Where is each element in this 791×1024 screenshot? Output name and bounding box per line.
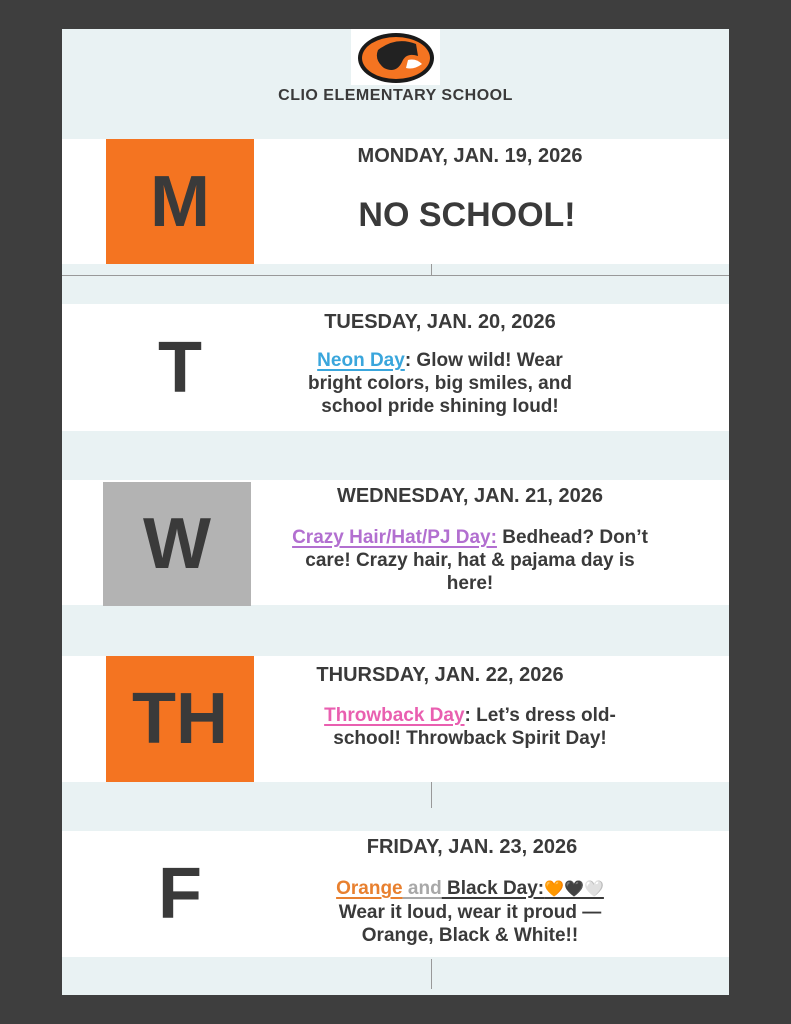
divider: [431, 264, 432, 276]
school-name: CLIO ELEMENTARY SCHOOL: [278, 87, 513, 104]
hearts-icon: 🧡🖤🤍: [544, 881, 604, 898]
monday-letter-box: M: [106, 139, 254, 264]
friday-letter: F: [158, 854, 202, 934]
wednesday-letter-box: W: [103, 482, 251, 606]
wednesday-description: Crazy Hair/Hat/PJ Day: Bedhead? Don’t care! Crazy hair, hat & pajama day is here!: [292, 527, 648, 594]
divider: [431, 959, 432, 989]
orange-day-link[interactable]: Orange: [336, 878, 403, 899]
throwback-day-link[interactable]: Throwback Day: [324, 705, 465, 726]
flyer-page: [62, 29, 729, 995]
tuesday-description: Neon Day: Glow wild! Wear bright colors, big smiles, and school pride shining loud!: [308, 350, 572, 417]
monday-headline: NO SCHOOL!: [358, 196, 576, 234]
tuesday-date: TUESDAY, JAN. 20, 2026: [324, 311, 556, 333]
monday-date: MONDAY, JAN. 19, 2026: [357, 145, 583, 167]
crazy-hair-day-link[interactable]: Crazy Hair/Hat/PJ Day:: [292, 527, 497, 548]
school-logo: [351, 29, 440, 85]
neon-day-link[interactable]: Neon Day: [317, 350, 405, 371]
thursday-date: THURSDAY, JAN. 22, 2026: [316, 664, 564, 686]
divider: [62, 275, 729, 276]
friday-description: Orange and Black Day:🧡🖤🤍 Wear it loud, wear it proud — Orange, Black & White!!: [336, 878, 604, 946]
thursday-letter-box: TH: [106, 656, 254, 782]
thursday-description: Throwback Day: Let’s dress old-school! Throwback Spirit Day!: [324, 705, 616, 749]
friday-date: FRIDAY, JAN. 23, 2026: [366, 836, 578, 858]
wednesday-date: WEDNESDAY, JAN. 21, 2026: [336, 485, 604, 507]
tuesday-letter: T: [158, 327, 202, 408]
divider: [431, 782, 432, 808]
